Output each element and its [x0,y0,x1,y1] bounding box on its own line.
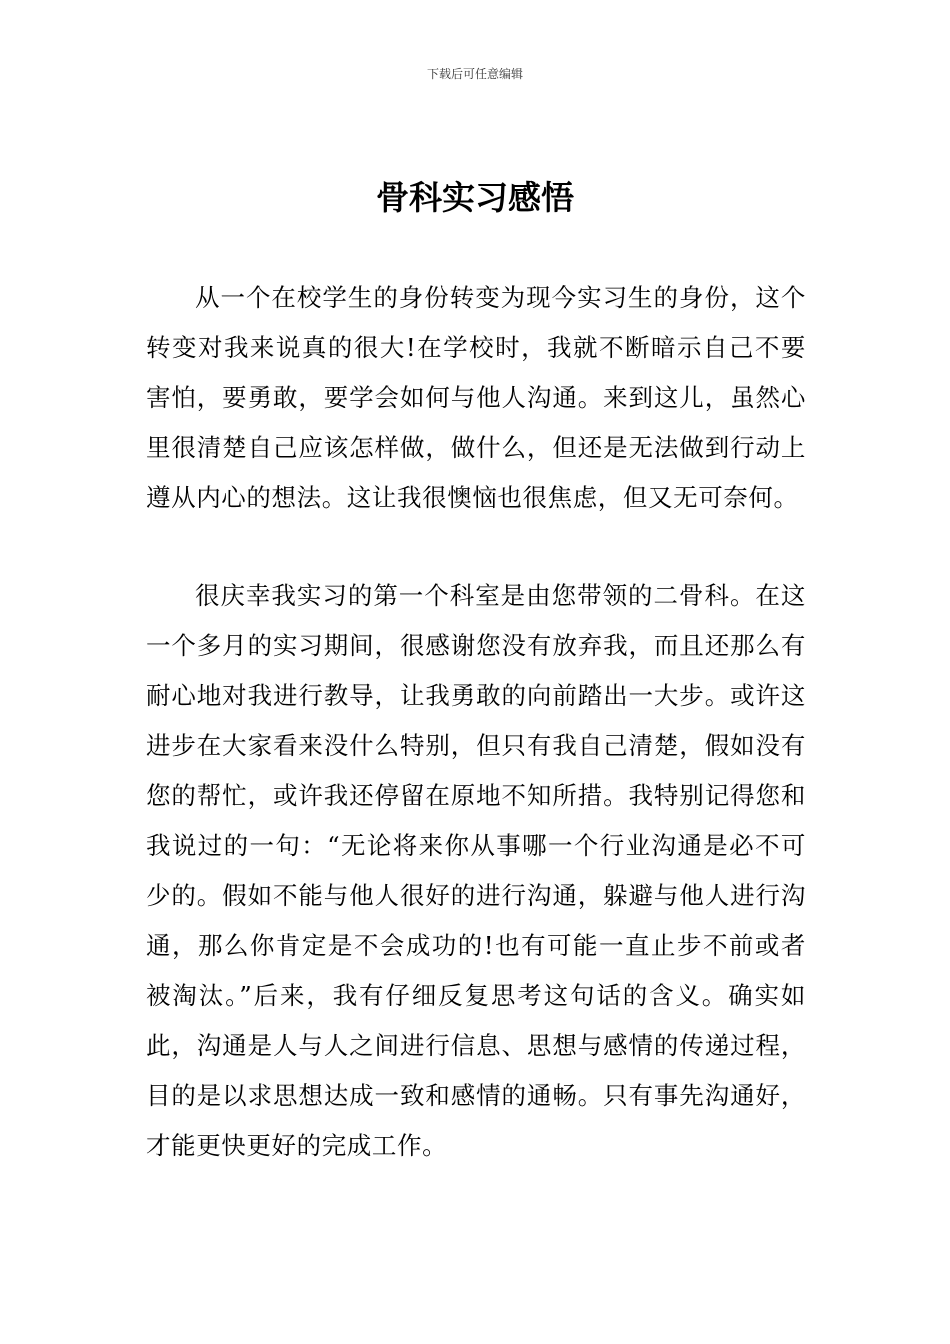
paragraph-1: 从一个在校学生的身份转变为现今实习生的身份，这个转变对我来说真的很大!在学校时，我就不断暗示自己不要害怕，要勇敢，要学会如何与他人沟通。来到这儿，虽然心里很清楚自己应该怎样做，做什么，但还是无法做到行动上遵从内心的想法。这让我很懊恼也很焦虑，但又无可奈何。 [146,283,806,512]
document-body [146,273,806,1171]
paragraph-2: 很庆幸我实习的第一个科室是由您带领的二骨科。在这一个多月的实习期间，很感谢您没有放弃我，而且还那么有耐心地对我进行教导，让我勇敢的向前踏出一大步。或许这进步在大家看来没什么特别，但只有我自己清楚，假如没有您的帮忙，或许我还停留在原地不知所措。我特别记得您和我说过的一句：“无论将来你从事哪一个行业沟通是必不可少的。假如不能与他人很好的进行沟通，躲避与他人进行沟通，那么你肯定是不会成功的!也有可能一直止步不前或者被淘汰。”后来，我有仔细反复思考这句话的含义。确实如此，沟通是人与人之间进行信息、思想与感情的传递过程，目的是以求思想达成一致和感情的通畅。只有事先沟通好，才能更快更好的完成工作。 [146,581,806,1160]
header-note: 下载后可任意编辑 [426,67,523,81]
document-title: 骨科实习感悟 [376,178,574,217]
